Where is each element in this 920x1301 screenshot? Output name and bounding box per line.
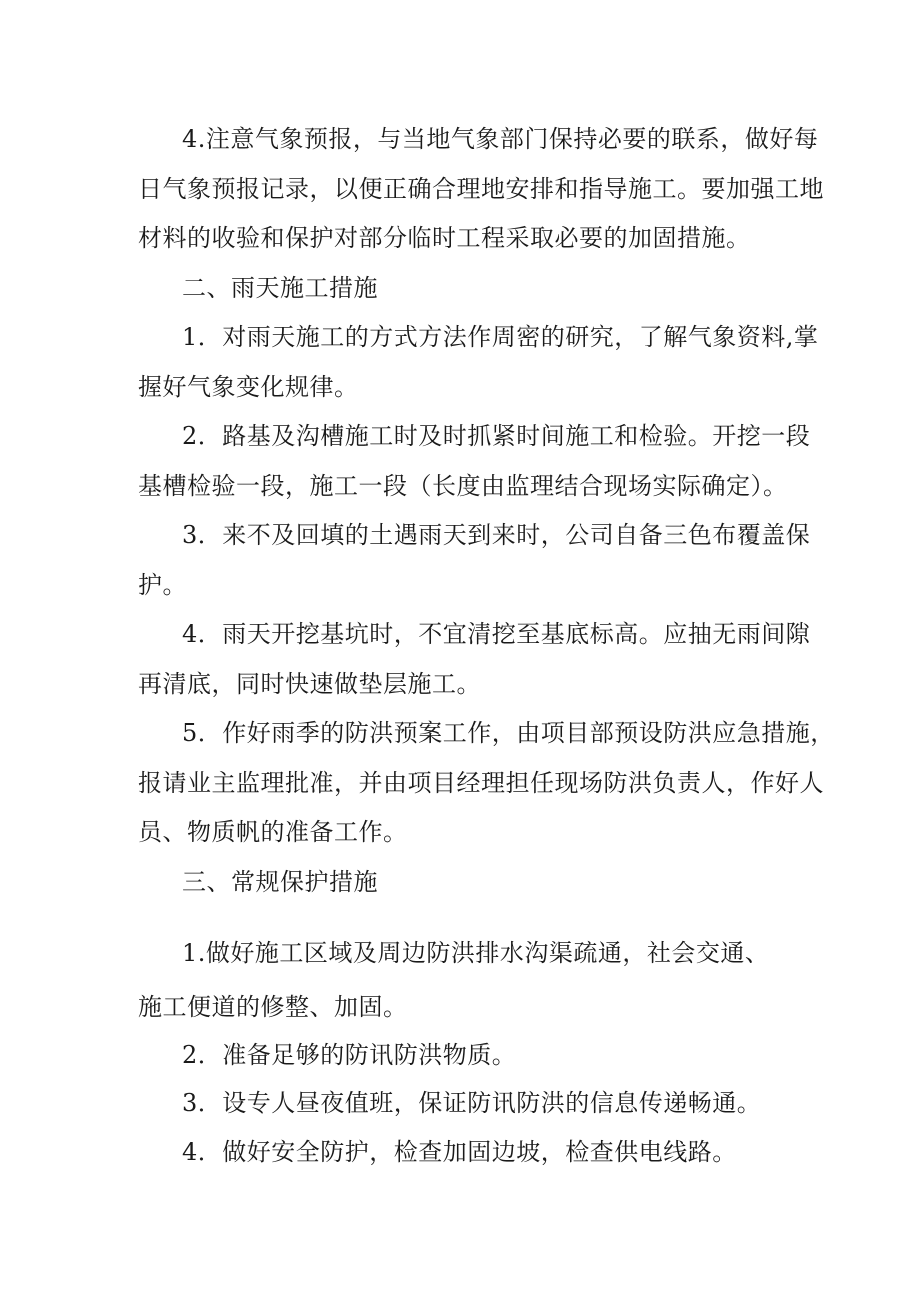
rainy-item-1-line-1: 1．对雨天施工的方式方法作周密的研究，了解气象资料,掌 [182,323,819,351]
section-heading-rainy-construction: 二、雨天施工措施 [182,274,378,302]
routine-item-1-line-2: 施工便道的修整、加固。 [138,993,408,1021]
paragraph-weather-line-1: 4.注意气象预报，与当地气象部门保持必要的联系，做好每 [182,125,819,153]
section-heading-routine-protection: 三、常规保护措施 [182,868,378,896]
routine-item-4: 4．做好安全防护，检查加固边坡，检查供电线路。 [182,1138,737,1166]
routine-item-1-line-1: 1.做好施工区域及周边防洪排水沟渠疏通，社会交通、 [182,939,770,967]
rainy-item-5-line-1: 5．作好雨季的防洪预案工作，由项目部预设防洪应急措施， [182,719,835,747]
rainy-item-5-line-3: 员、物质帆的准备工作。 [138,818,408,846]
rainy-item-3-line-2: 护。 [138,571,187,599]
routine-item-2: 2．准备足够的防讯防洪物质。 [182,1041,517,1069]
paragraph-weather-line-2: 日气象预报记录，以便正确合理地安排和指导施工。要加强工地 [138,175,824,203]
paragraph-weather-line-3: 材料的收验和保护对部分临时工程采取必要的加固措施。 [138,224,751,252]
rainy-item-4-line-2: 再清底，同时快速做垫层施工。 [138,670,481,698]
rainy-item-2-line-2: 基槽检验一段，施工一段（长度由监理结合现场实际确定）。 [138,472,788,500]
rainy-item-3-line-1: 3．来不及回填的土遇雨天到来时，公司自备三色布覆盖保 [182,521,811,549]
routine-item-3: 3．设专人昼夜值班，保证防讯防洪的信息传递畅通。 [182,1089,762,1117]
rainy-item-2-line-1: 2．路基及沟槽施工时及时抓紧时间施工和检验。开挖一段 [182,422,811,450]
rainy-item-1-line-2: 握好气象变化规律。 [138,373,359,401]
rainy-item-5-line-2: 报请业主监理批准，并由项目经理担任现场防洪负责人，作好人 [138,769,824,797]
rainy-item-4-line-1: 4．雨天开挖基坑时，不宜清挖至基底标高。应抽无雨间隙 [182,620,811,648]
